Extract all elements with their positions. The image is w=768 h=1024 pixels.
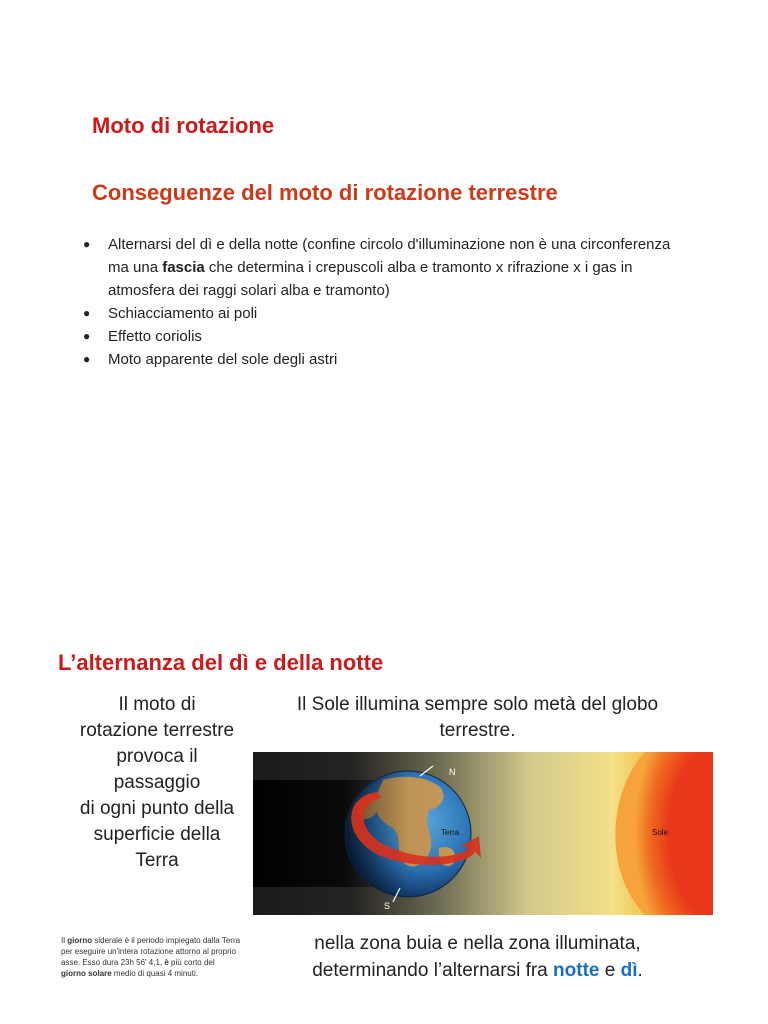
di-highlight: dì xyxy=(620,960,638,981)
consequences-list xyxy=(80,233,680,371)
north-pole-label: N xyxy=(449,767,456,777)
list-item: ● Schiacciamento ai poli xyxy=(80,302,680,325)
notte-highlight: notte xyxy=(553,960,600,981)
figure-bottom-caption: nella zona buia e nella zona illuminata, determinando l’alternarsi fra notte e dì. xyxy=(312,933,643,981)
south-pole-label: S xyxy=(384,901,391,911)
sidereal-day-note: Il giorno siderale è il periodo impiegato dalla Terra per eseguire un'intera rotazione attorno al proprio asse. Esso dura 23h 56' 4,1, è più corto del giorno solare medio di quasi 4 minuti. xyxy=(61,936,241,978)
earth-label: Terra xyxy=(441,828,460,837)
page-title: Moto di rotazione xyxy=(92,113,275,138)
slide-title: L’alternanza del dì e della notte xyxy=(58,650,384,675)
list-item: ● Alternarsi del dì e della notte (confine circolo d'illuminazione non è una circonferenza ma una fascia che determina i crepuscoli alba e tramonto x rifrazione x i gas in atmosfera dei raggi solari alba e tramonto) xyxy=(80,233,680,302)
sun-label: Sole xyxy=(652,828,669,837)
slide-left-text: Il moto di rotazione terrestre provoca il passaggio di ogni punto della superficie della Terra xyxy=(79,694,235,871)
earth-sun-illustration xyxy=(253,752,713,915)
list-item: ● Effetto coriolis xyxy=(80,325,680,348)
list-item: ● Moto apparente del sole degli astri xyxy=(80,348,680,371)
section-subtitle: Conseguenze del moto di rotazione terrestre xyxy=(92,180,558,205)
figure-top-caption: Il Sole illumina sempre solo metà del globo terrestre. xyxy=(296,694,659,741)
